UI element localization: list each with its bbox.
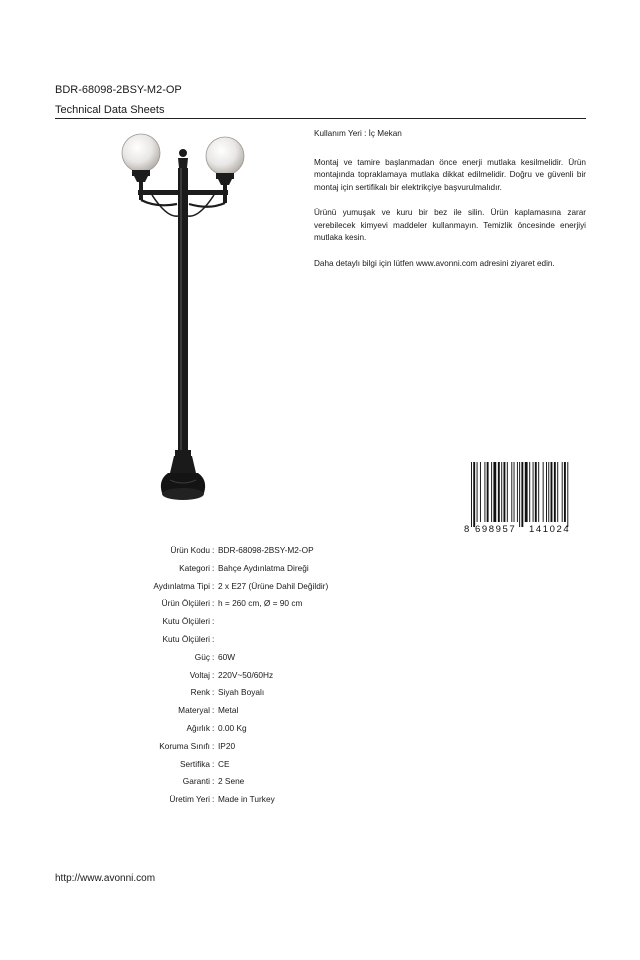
cleaning-paragraph: Ürünü yumuşak ve kuru bir bez ile silin. Ürün kaplamasına zarar verebilecek kimyevi maddeler kullanmayın. Temizlik öncesinde enerjiyi mutlaka kesin. (314, 208, 586, 242)
spec-value: Bahçe Aydınlatma Direği (218, 562, 309, 573)
spec-separator: : (212, 705, 215, 716)
barcode-bar (498, 462, 500, 522)
barcode-bar (471, 462, 472, 527)
barcode-bar (503, 462, 505, 522)
spec-label: Materyal (178, 705, 210, 716)
spec-value: 2 Sene (218, 776, 245, 787)
footer-url: http://www.avonni.com (55, 873, 156, 884)
spec-value: Made in Turkey (218, 794, 275, 805)
barcode-bar (521, 462, 523, 527)
header-divider (55, 118, 586, 119)
spec-value: 0.00 Kg (218, 722, 247, 733)
spec-label: Kategori (179, 562, 210, 573)
info-panel (314, 128, 586, 283)
spec-value: BDR-68098-2BSY-M2-OP (218, 545, 314, 555)
barcode-bar (514, 462, 515, 522)
spec-separator: : (212, 794, 215, 805)
spec-label: Üretim Yeri (169, 794, 210, 805)
barcode-bar (487, 462, 489, 522)
spec-separator: : (212, 740, 215, 751)
spec-label: Garanti (182, 776, 210, 787)
barcode-first-digit: 8 (464, 524, 470, 535)
spec-value: 2 x E27 (Ürüne Dahil Değildir) (218, 580, 329, 591)
barcode-bar (491, 462, 492, 522)
spec-value: IP20 (218, 740, 236, 751)
spec-value: 220V~50/60Hz (218, 669, 274, 680)
product-code-header: BDR-68098-2BSY-M2-OP (55, 84, 182, 96)
barcode-bar (493, 462, 496, 522)
barcode-bar (554, 462, 556, 522)
barcode-bar (484, 462, 485, 522)
product-image (112, 128, 262, 508)
barcode-bar (533, 462, 534, 522)
barcode-left-group: 698957 (475, 524, 517, 535)
barcode-bar (519, 462, 520, 527)
website-paragraph: Daha detaylı bilgi için lütfen www.avonni.com adresini ziyaret edin. (314, 258, 555, 268)
barcode-bar (529, 462, 530, 522)
barcode-bar (525, 462, 528, 522)
spec-label: Ürün Kodu (170, 545, 210, 555)
barcode-bar (543, 462, 544, 522)
barcode-bar (546, 462, 547, 522)
spec-separator: : (212, 598, 215, 609)
barcode-bar (567, 462, 568, 527)
spec-separator: : (212, 545, 215, 555)
spec-separator: : (212, 669, 215, 680)
spec-separator: : (212, 580, 215, 591)
spec-separator: : (212, 562, 215, 573)
barcode-bar (511, 462, 512, 522)
safety-paragraph: Montaj ve tamire başlanmadan önce enerji mutlaka kesilmelidir. Ürün montajında topraklamaya mutlaka dikkat edilmelidir. Doğru ve güvenli bir montaj için sertifikalı bir elektrikçiye başvurulmalıdır. (314, 157, 586, 192)
spec-label: Renk (190, 687, 210, 698)
barcode-bar (538, 462, 539, 522)
barcode-bars (471, 462, 568, 527)
barcode-bar (517, 462, 518, 522)
barcode-bar (548, 462, 549, 522)
spec-separator: : (212, 651, 215, 662)
barcode-bar (501, 462, 502, 522)
barcode-bar (557, 462, 558, 522)
spec-separator: : (212, 776, 215, 787)
barcode-bar (480, 462, 481, 522)
spec-label: Güç (194, 651, 210, 662)
barcode-bar (535, 462, 537, 522)
spec-label: Voltaj (189, 669, 210, 680)
usage-location: Kullanım Yeri : İç Mekan (314, 129, 402, 138)
page-subtitle: Technical Data Sheets (55, 104, 165, 116)
barcode-bar (564, 462, 566, 522)
barcode-bar (477, 462, 478, 522)
barcode-bar (507, 462, 508, 522)
spec-value: CE (218, 758, 230, 769)
barcode-bar (562, 462, 563, 522)
spec-value: 60W (218, 651, 236, 662)
spec-separator: : (212, 758, 215, 769)
spec-value: Siyah Boyalı (218, 687, 265, 698)
spec-label: Sertifika (180, 758, 210, 769)
spec-value: h = 260 cm, Ø = 90 cm (218, 598, 303, 609)
barcode-bar (473, 462, 475, 527)
spec-separator: : (212, 616, 215, 627)
spec-label: Kutu Ölçüleri (162, 633, 210, 644)
spec-separator: : (212, 687, 215, 698)
barcode (461, 460, 586, 535)
spec-label: Kutu Ölçüleri (162, 616, 210, 627)
spec-label: Koruma Sınıfı (159, 740, 210, 751)
spec-label: Ürün Ölçüleri (161, 598, 210, 609)
barcode-right-group: 141024 (529, 524, 571, 535)
spec-label: Aydınlatma Tipi (153, 580, 210, 591)
spec-value: Metal (218, 705, 239, 716)
spec-separator: : (212, 722, 215, 733)
barcode-bar (551, 462, 553, 522)
spec-separator: : (212, 633, 215, 644)
spec-label: Ağırlık (186, 722, 210, 733)
